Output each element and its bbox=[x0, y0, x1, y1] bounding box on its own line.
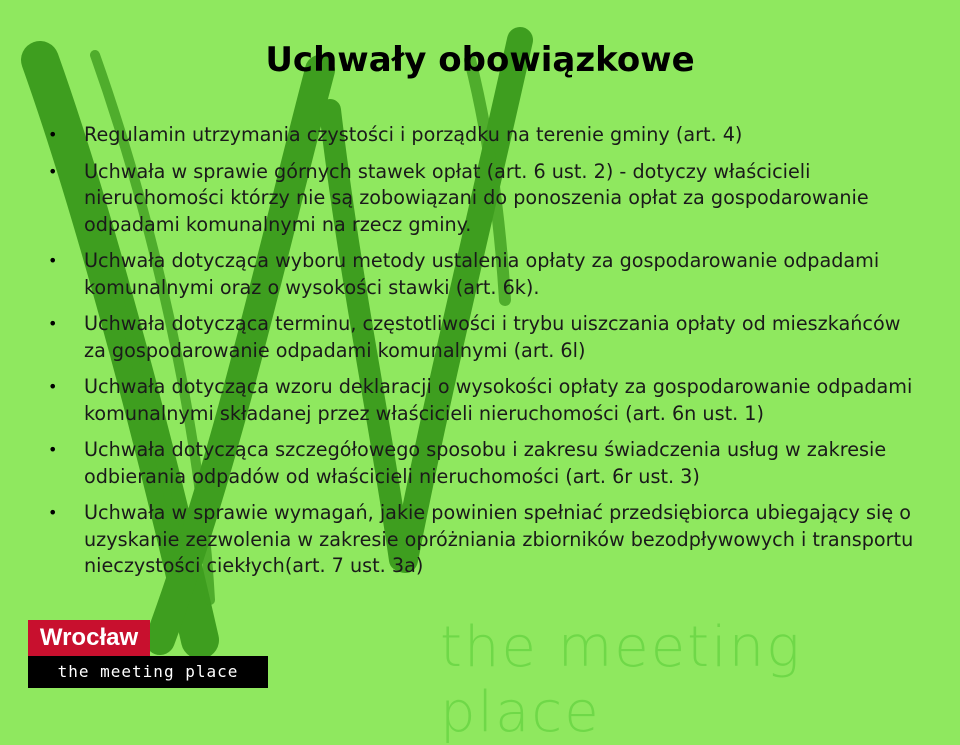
bullet-icon: • bbox=[48, 440, 58, 459]
bullet-icon: • bbox=[48, 503, 58, 522]
wroclaw-logo bbox=[28, 620, 268, 690]
logo-city-name: Wrocław bbox=[28, 620, 150, 656]
list-item-text: Uchwała w sprawie wymagań, jakie powinien spełniać przedsiębiorca ubiegający się o uzyskanie zezwolenia w zakresie opróżniania zbiorników bezodpływowych i transportu nieczystości ciekłych(art. 7 ust. 3a) bbox=[84, 501, 914, 577]
list-item-text: Uchwała dotycząca szczegółowego sposobu i zakresu świadczenia usług w zakresie odbierania odpadów od właścicieli nieruchomości (art. 6r ust. 3) bbox=[84, 438, 887, 488]
page-title: Uchwały obowiązkowe bbox=[265, 40, 695, 80]
list-item-text: Uchwała w sprawie górnych stawek opłat (art. 6 ust. 2) - dotyczy właścicieli nieruchomości którzy nie są zobowiązani do ponoszenia opłat za gospodarowanie odpadami komunalnymi na rzecz gminy. bbox=[84, 159, 869, 236]
bullet-icon: • bbox=[48, 161, 58, 181]
list-item-text: Regulamin utrzymania czystości i porządku na terenie gminy (art. 4) bbox=[84, 123, 743, 146]
list-item bbox=[40, 437, 920, 490]
bullet-icon: • bbox=[48, 125, 58, 144]
list-item-text: Uchwała dotycząca wyboru metody ustalenia opłaty za gospodarowanie odpadami komunalnymi oraz o wysokości stawki (art. 6k). bbox=[84, 249, 880, 299]
logo-slogan: the meeting place bbox=[28, 656, 268, 688]
list-item bbox=[40, 122, 920, 149]
list-item bbox=[40, 248, 920, 301]
list-item bbox=[40, 159, 920, 239]
list-item bbox=[40, 374, 920, 427]
list-item-text: Uchwała dotycząca wzoru deklaracji o wysokości opłaty za gospodarowanie odpadami komunalnymi składanej przez właścicieli nieruchomości (art. 6n ust. 1) bbox=[84, 375, 913, 425]
list-item bbox=[40, 500, 920, 580]
tagline: the meeting place bbox=[440, 615, 802, 745]
list-item bbox=[40, 311, 920, 364]
list-item-text: Uchwała dotycząca terminu, częstotliwości i trybu uiszczania opłaty od mieszkańców za gospodarowanie odpadami komunalnymi (art. 6l) bbox=[84, 312, 901, 362]
bullet-icon: • bbox=[48, 251, 58, 270]
bullet-icon: • bbox=[48, 314, 58, 333]
bullet-list bbox=[40, 122, 920, 590]
bullet-icon: • bbox=[48, 377, 58, 396]
